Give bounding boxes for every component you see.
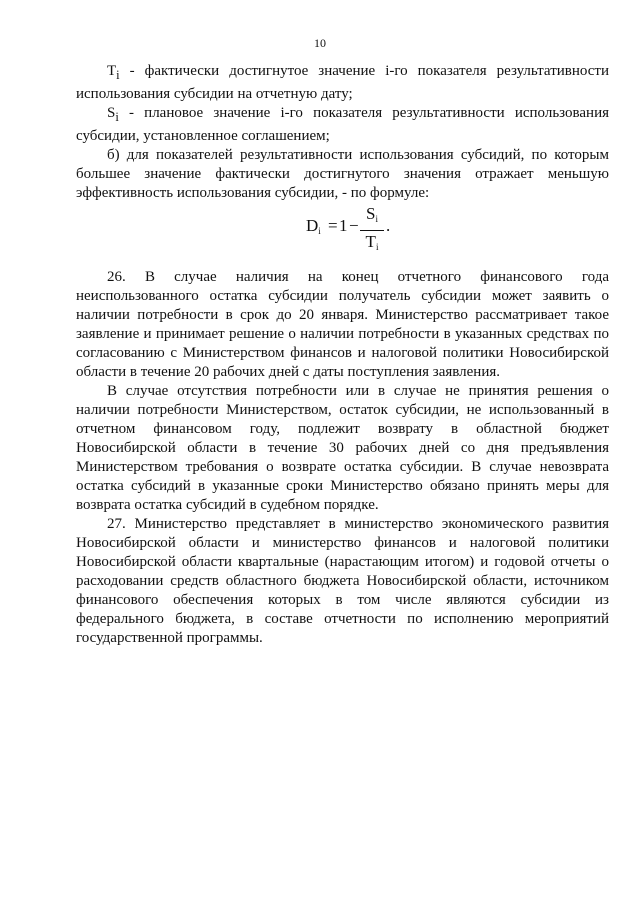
bottom-text-block bbox=[76, 268, 609, 648]
formula-denominator-symbol: T bbox=[365, 232, 376, 251]
symbol-t: T bbox=[107, 63, 117, 79]
definition-si-text: - плановое значение i-го показателя результативности использования субсидии, установленное соглашением; bbox=[76, 105, 609, 144]
formula-numerator bbox=[360, 204, 384, 229]
paragraph-27: 27. Министерство представляет в министерство экономического развития Новосибирской области и министерство финансов и налоговой политики Новосибирской области квартальные (нарастающим итогом) и годовой отчеты о расходовании средств областного бюджета Новосибирской области, источником финансового обеспечения которых в том числе являются субсидии из федерального бюджета, в составе отчетности по исполнению мероприятий государственной программы. bbox=[76, 516, 609, 646]
formula-numerator-symbol: S bbox=[366, 204, 376, 223]
page-number: 10 bbox=[314, 36, 326, 50]
formula-equals: = bbox=[328, 216, 338, 235]
symbol-s-subscript: i bbox=[115, 110, 119, 124]
formula-one: 1 bbox=[339, 216, 348, 235]
symbol-s: S bbox=[107, 105, 116, 121]
definition-si bbox=[76, 104, 609, 146]
symbol-t-subscript: i bbox=[116, 68, 120, 82]
paragraph-26: 26. В случае наличия на конец отчетного финансового года неиспользованного остатка субсидии получатель субсидии может заявить о наличии потребности в срок до 20 января. Министерство рассматривает такое заявление и принимает решение о наличии потребности в указанных средствах по согласованию с Министерством финансов и налоговой политики Новосибирской области в течение 20 рабочих дней с даты поступления заявления. bbox=[76, 269, 609, 380]
formula bbox=[306, 204, 396, 250]
formula-numerator-subscript: i bbox=[375, 214, 378, 224]
top-text-block bbox=[76, 62, 609, 203]
formula-lhs bbox=[306, 216, 321, 236]
definition-ti-text: - фактически достигнутое значение i-го показателя результативности использования субсидии на отчетную дату; bbox=[76, 63, 609, 102]
fraction-bar bbox=[360, 230, 384, 231]
paragraph-26-continued: В случае отсутствия потребности или в случае не принятия решения о наличии потребности Министерством, остаток субсидии, не использованный в отчетном финансовом году, подлежит возврату в областной бюджет Новосибирской области в течение 30 рабочих дней со дня предъявления Министерством требования о возврате остатка субсидии. В случае невозврата остатка субсидий в указанные сроки Министерство обязано принять меры для возврата остатка субсидий в судебном порядке. bbox=[76, 383, 609, 513]
paragraph-b: б) для показателей результативности использования субсидий, по которым большее значение фактически достигнутого значения отражает меньшую эффективность использования субсидии, - по формуле: bbox=[76, 147, 609, 201]
formula-lhs-subscript: i bbox=[318, 226, 321, 236]
formula-denominator-subscript: i bbox=[375, 242, 379, 252]
formula-minus: − bbox=[349, 216, 359, 235]
formula-lhs-symbol: D bbox=[306, 216, 319, 235]
formula-end-dot: . bbox=[386, 216, 391, 235]
formula-fraction bbox=[360, 204, 384, 257]
definition-ti bbox=[76, 62, 609, 104]
formula-denominator bbox=[360, 232, 384, 257]
